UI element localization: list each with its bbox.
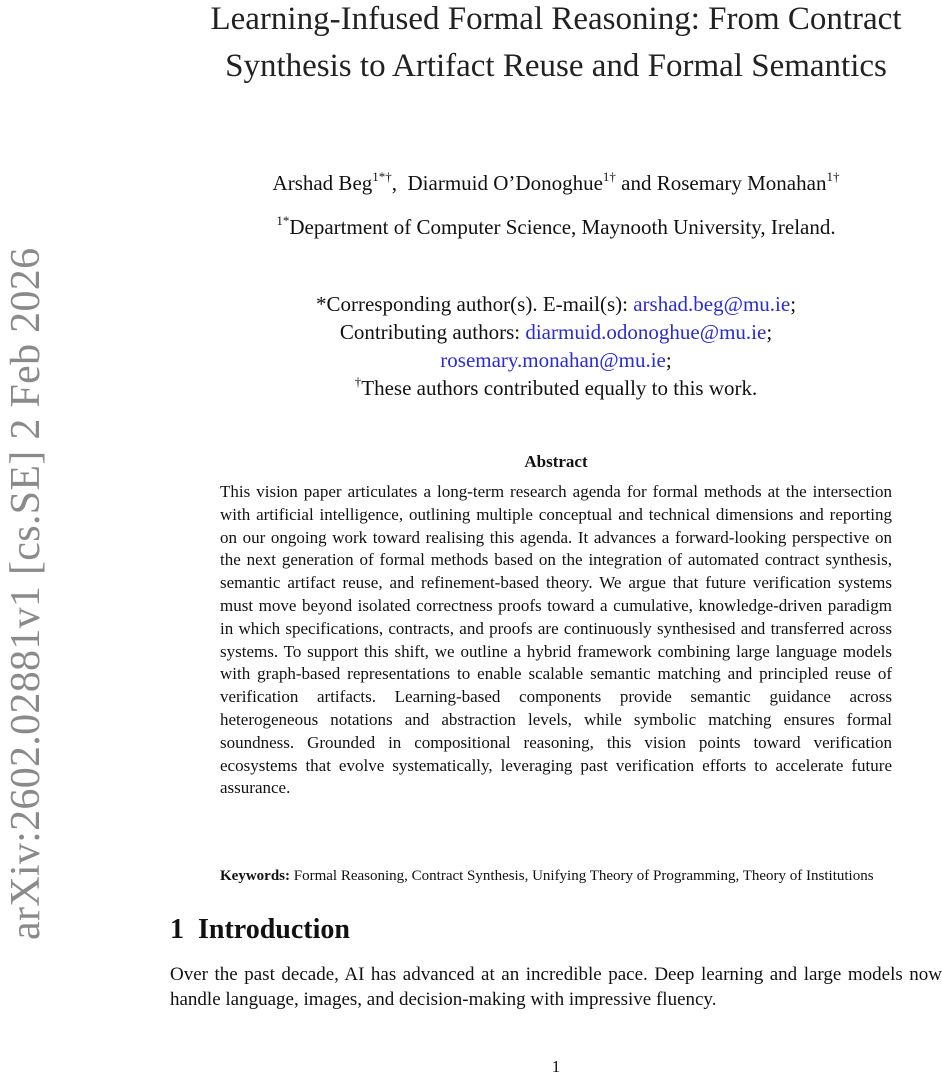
author-separator: and	[615, 171, 657, 195]
corresponding-prefix: *Corresponding author(s). E-mail(s):	[315, 292, 634, 316]
email-separator: ;	[790, 292, 797, 316]
author-name: Diarmuid O’Donoghue	[407, 171, 603, 195]
contributing-prefix: Contributing authors:	[339, 320, 526, 344]
author-affiliation-mark: 1†	[602, 169, 616, 184]
affiliation	[170, 212, 942, 242]
keywords-text: Formal Reasoning, Contract Synthesis, Unifying Theory of Programming, Theory of Institutions	[293, 868, 874, 884]
abstract-heading: Abstract	[524, 452, 588, 471]
author-name: Arshad Beg	[272, 171, 373, 195]
affiliation-text: Department of Computer Science, Maynooth University, Ireland.	[289, 215, 836, 239]
affiliation-mark: 1*	[276, 213, 290, 228]
contributing-email-link-1[interactable]: diarmuid.odonoghue@mu.ie	[525, 320, 767, 344]
email-separator: ;	[766, 320, 773, 344]
abstract-body: This vision paper articulates a long-term research agenda for formal methods at the intersection with artificial intelligence, outlining multiple conceptual and technical dimensions and reporting on our ongoing work toward realising this agenda. It advances a forward-looking perspective on the next generation of formal methods based on the integration of automated contract synthesis, semantic artifact reuse, and refinement-based theory. We argue that future verification systems must move beyond isolated correctness proofs toward a cumulative, knowledge-driven paradigm in which specifications, contracts, and proofs are continuously synthesised and transferred across systems. To support this shift, we outline a hybrid framework combining large language models with graph-based representations to enable scalable semantic matching and principled reuse of verification artifacts. Learning-based components provide semantic guidance across heterogeneous notations and abstraction levels, while symbolic matching ensures formal soundness. Grounded in compositional reasoning, this vision points toward verification ecosystems that evolve systematically, leveraging past verification efforts to accelerate future assurance.	[220, 482, 892, 798]
equal-contribution-note	[170, 374, 942, 402]
author-name: Rosemary Monahan	[656, 171, 827, 195]
paper-title: Learning-Infused Formal Reasoning: From Contract Synthesis to Artifact Reuse and Formal Semantics	[210, 1, 902, 84]
author-affiliation-mark: 1*†	[372, 169, 392, 184]
introduction-paragraph: Over the past decade, AI has advanced at an incredible pace. Deep learning and large models now handle language, images, and decision-making with impressive fluency.	[170, 964, 942, 1010]
section-number: 1	[170, 914, 184, 945]
author-affiliation-mark: 1†	[826, 169, 840, 184]
correspondence-block	[170, 290, 942, 402]
author-list	[170, 168, 942, 198]
section-heading-introduction	[170, 910, 350, 950]
arxiv-identifier-stamp: arXiv:2602.02881v1 [cs.SE] 2 Feb 2026	[3, 247, 49, 940]
equal-contribution-mark: †	[354, 374, 362, 389]
corresponding-email-link[interactable]: arshad.beg@mu.ie	[633, 292, 791, 316]
keywords	[220, 867, 892, 886]
contributing-line	[170, 318, 942, 346]
page-number: 1	[551, 1057, 561, 1076]
email-separator: ;	[665, 348, 672, 372]
keywords-label: Keywords:	[220, 868, 290, 884]
contributing-email-link-2[interactable]: rosemary.monahan@mu.ie	[440, 348, 666, 372]
corresponding-line	[170, 290, 942, 318]
section-title: Introduction	[198, 914, 350, 945]
contributing-line-2	[170, 346, 942, 374]
equal-contribution-text: These authors contributed equally to this work.	[361, 376, 758, 400]
author-separator: ,	[391, 171, 408, 195]
